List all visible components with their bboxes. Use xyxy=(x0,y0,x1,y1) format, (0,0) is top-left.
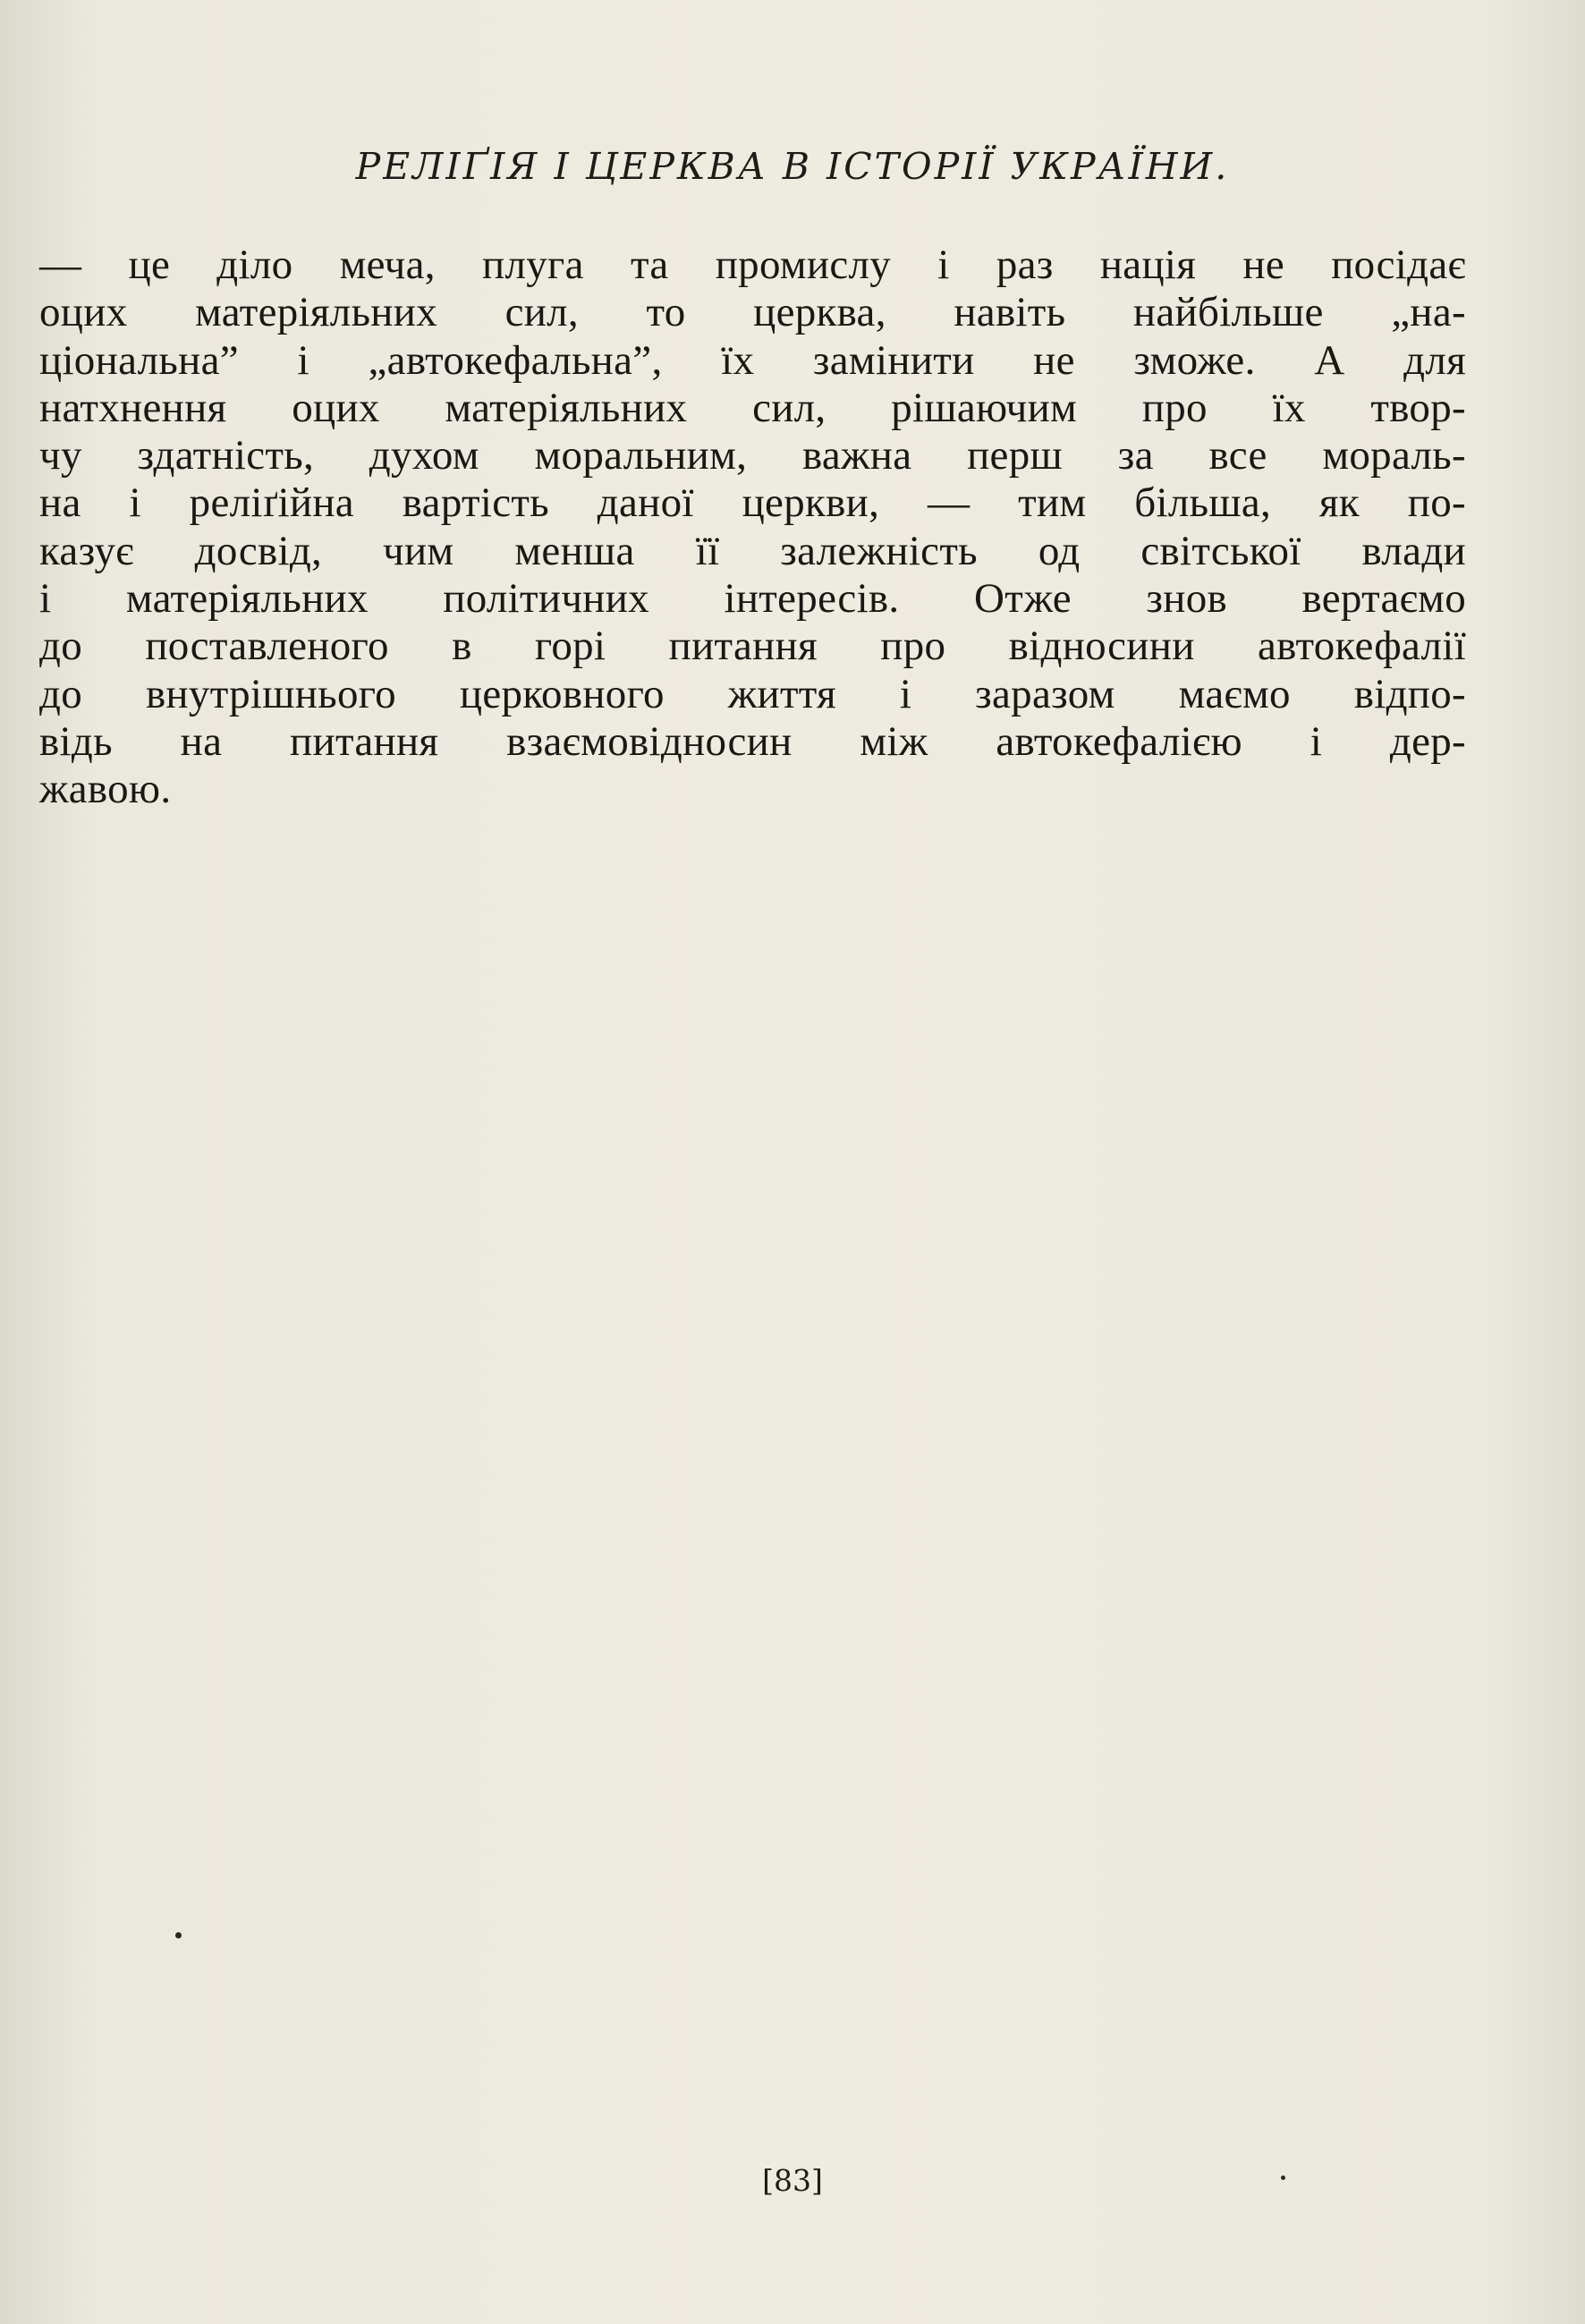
text-line-2: оцих матеріяльних сил, то церква, навіть найбільше „на- xyxy=(39,289,1466,336)
text-line-7: казує досвід, чим менша її залежність од світської влади xyxy=(39,527,1466,574)
text-line-9: до поставленого в горі питання про відносини автокефалії xyxy=(39,623,1466,670)
ink-speck xyxy=(175,1932,182,1938)
page-number: [83] xyxy=(762,2163,823,2198)
running-head: РЕЛІҐІЯ І ЦЕРКВА В ІСТОРІЇ УКРАЇНИ. xyxy=(355,145,1230,188)
text-line-11: відь на питання взаємовідносин між автокефалією і дер- xyxy=(39,717,1466,765)
text-line-3: ціональна” і „автокефальна”, їх замінити не зможе. А для xyxy=(39,336,1466,384)
body-paragraph xyxy=(39,242,1466,814)
text-line-6: на і реліґійна вартість даної церкви, — тим більша, як по- xyxy=(39,479,1466,527)
text-line-1: — це діло меча, плуга та промислу і раз нація не посідає xyxy=(39,242,1466,288)
text-line-12: жавою. xyxy=(39,766,172,813)
text-line-4: натхнення оцих матеріяльних сил, рішаючим про їх твор- xyxy=(39,384,1466,431)
text-line-10: до внутрішнього церковного життя і заразом маємо відпо- xyxy=(39,670,1466,717)
text-line-8: і матеріяльних політичних інтересів. Отже знов вертаємо xyxy=(39,575,1466,623)
text-line-5: чу здатність, духом моральним, важна перш за все мораль- xyxy=(39,432,1466,479)
